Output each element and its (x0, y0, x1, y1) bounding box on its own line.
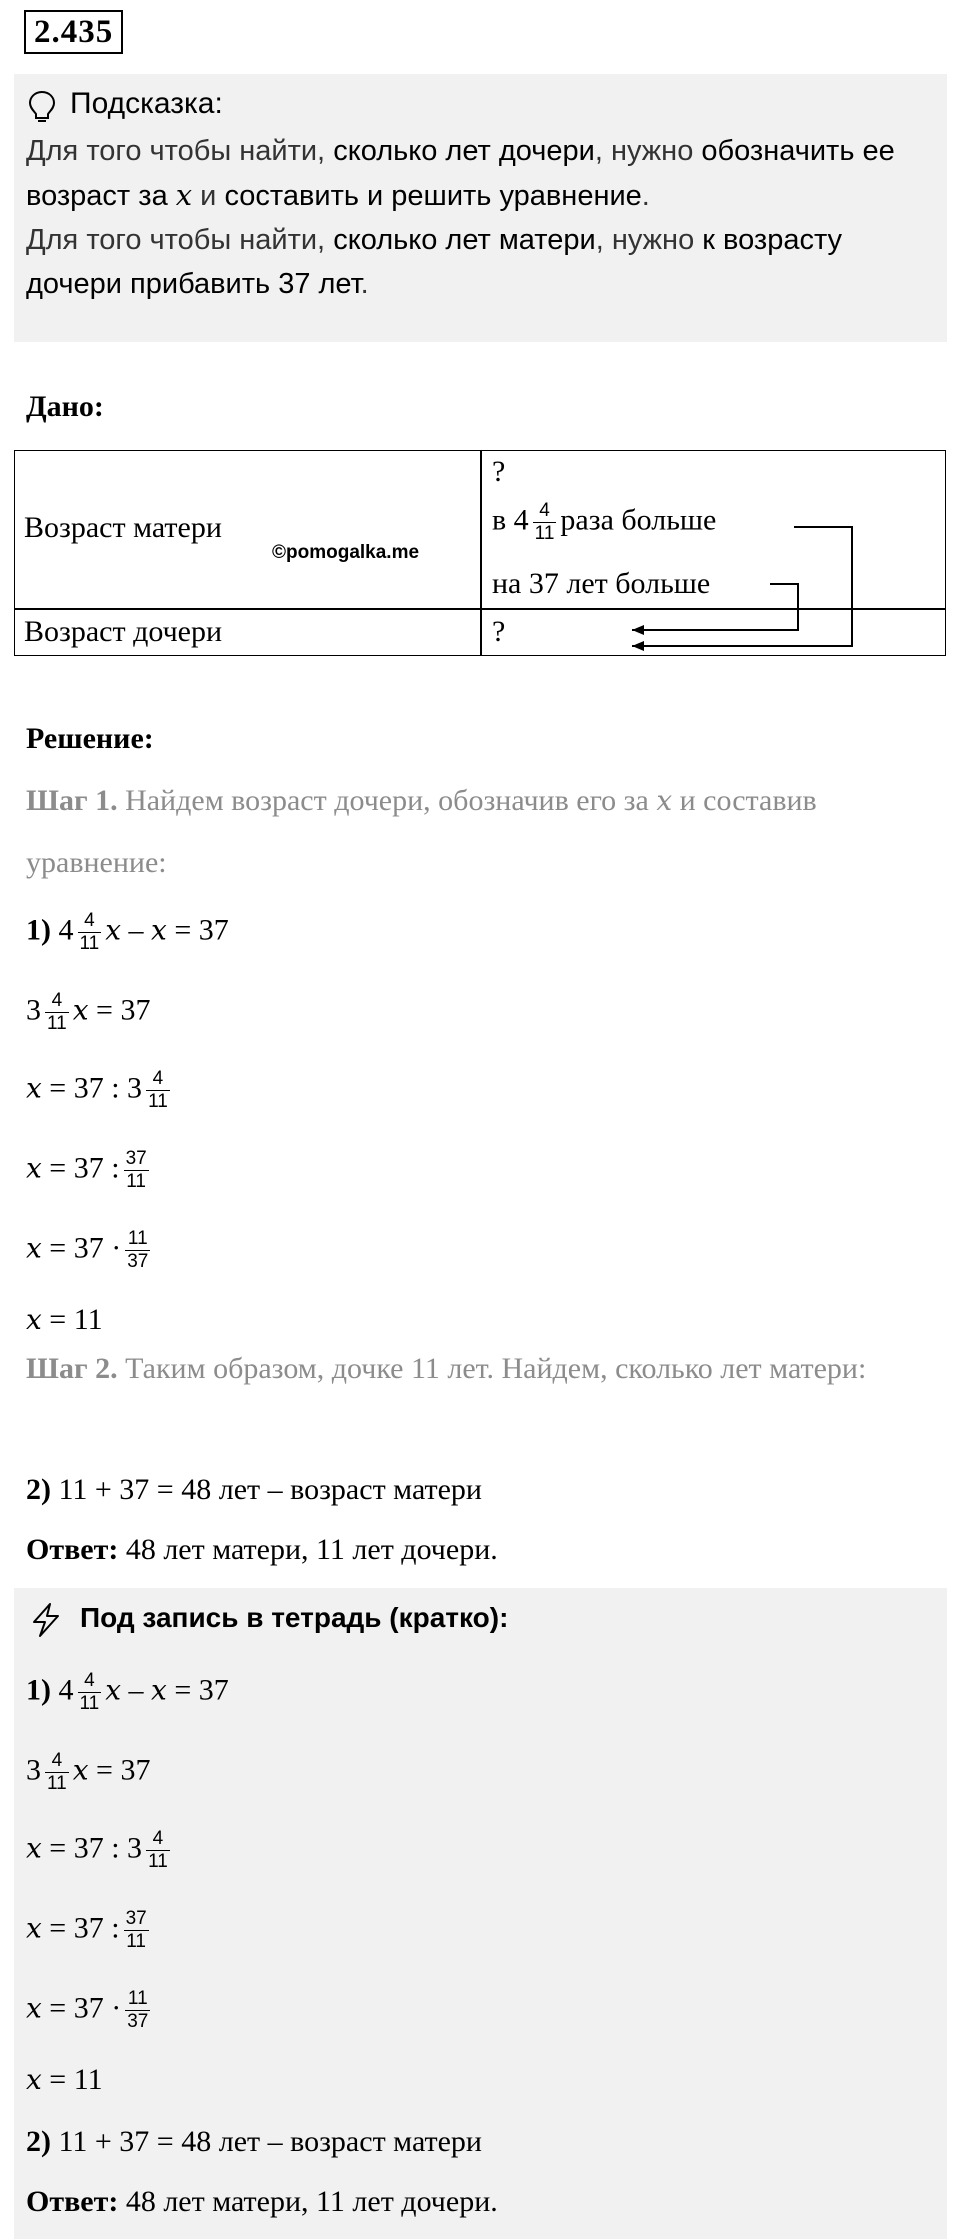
equation-2 (26, 990, 150, 1035)
fraction (45, 990, 69, 1035)
daughter-age-label: Возраст дочери (24, 615, 223, 648)
hint-text-1g: . (641, 180, 650, 212)
hint-text-1f: составить и решить уравнение (224, 180, 642, 212)
given-table (14, 450, 946, 656)
fraction-denominator: 11 (79, 933, 100, 954)
variable-x: x (26, 1991, 42, 2025)
problem-number: 2.435 (24, 10, 123, 54)
minus-sign: – (128, 913, 144, 947)
hint-text-2c: , нужно (595, 224, 703, 256)
fraction (78, 910, 102, 955)
arrow-times-head (632, 641, 644, 651)
hint-text (26, 129, 946, 306)
equation-rhs: = 11 (49, 2063, 103, 2096)
short-equation-2 (26, 1750, 150, 1795)
step1-body: Найдем возраст дочери, обозначив его за (117, 784, 657, 817)
fraction-denominator: 37 (127, 1251, 149, 1272)
equation-7-label: 2) (26, 1473, 51, 1506)
fraction-numerator: 4 (146, 1828, 170, 1851)
fraction (146, 1068, 170, 1113)
hint-text-1c: , нужно (594, 135, 702, 167)
hint-text-1e: и (192, 180, 225, 212)
variable-x: x (26, 1231, 42, 1265)
fraction-denominator: 11 (148, 1851, 168, 1872)
variable-x: x (26, 1303, 42, 1336)
equation-mid: = 37 · (49, 1991, 122, 2025)
fraction (124, 1148, 149, 1193)
relation-arrows (14, 450, 946, 656)
hint-text-2b: сколько лет матери (333, 224, 596, 256)
equation-mid: = 37 : 3 (49, 1071, 143, 1105)
given-label: Дано: (26, 390, 104, 423)
variable-x: x (151, 1673, 167, 1707)
fraction (146, 1828, 170, 1873)
minus-sign: – (128, 1673, 144, 1707)
variable-x: x (151, 913, 167, 947)
answer-label: Ответ: (26, 1533, 119, 1566)
fraction-denominator: 11 (534, 523, 555, 544)
hint-text-1x: x (175, 178, 193, 212)
short-answer (26, 2182, 498, 2222)
hint-text-2d: к возрасту дочери прибавить 37 лет (26, 224, 843, 300)
answer-text: 48 лет матери, 11 лет дочери. (118, 1533, 498, 1566)
short-notes-box (14, 1588, 947, 2239)
variable-x: x (105, 1673, 122, 1707)
equation-rhs: = 37 (96, 993, 151, 1027)
equation-6 (26, 1300, 103, 1340)
fraction-numerator: 11 (125, 1228, 150, 1251)
equation-rhs: = 11 (49, 1303, 103, 1336)
equation-mid: = 37 · (49, 1231, 122, 1265)
equation-4 (26, 1148, 153, 1193)
equation-mid: = 37 : (49, 1151, 120, 1185)
fraction-denominator: 11 (126, 1171, 146, 1192)
fraction-numerator: 4 (78, 910, 102, 933)
equation-7-text: 11 + 37 = 48 лет – возраст матери (51, 2125, 482, 2158)
solution-label: Решение: (26, 722, 154, 755)
fraction-numerator: 4 (45, 990, 69, 1013)
equation-7-text: 11 + 37 = 48 лет – возраст матери (51, 1473, 482, 1506)
variable-x: x (26, 1831, 42, 1865)
answer (26, 1530, 498, 1570)
step1-body-2: и составив уравнение: (26, 784, 817, 879)
fraction-denominator: 11 (47, 1013, 67, 1034)
fraction (45, 1750, 69, 1795)
mother-times-suffix: раза больше (560, 503, 717, 537)
fraction-numerator: 37 (125, 1148, 147, 1169)
equation-1 (26, 910, 229, 955)
fraction-denominator: 37 (127, 2011, 149, 2032)
arrow-times (632, 527, 852, 646)
mother-age-unknown: ? (492, 455, 506, 488)
fraction-numerator: 4 (146, 1068, 170, 1091)
fraction-numerator: 11 (125, 1988, 150, 2011)
variable-x: x (72, 993, 89, 1027)
mixed-whole: 4 (58, 913, 74, 947)
variable-x: x (72, 1753, 89, 1787)
equation-mid: = 37 : (49, 1911, 120, 1945)
answer-label: Ответ: (26, 2185, 119, 2218)
equation-1-label: 1) (26, 913, 51, 947)
hint-text-1a: Для того чтобы найти, (26, 135, 334, 167)
hint-text-1b: сколько лет дочери (333, 135, 595, 167)
fraction-numerator: 4 (533, 500, 557, 523)
mixed-whole: 4 (58, 1673, 74, 1707)
equation-1-label: 1) (26, 1673, 51, 1707)
hint-text-2a: Для того чтобы найти, (26, 224, 334, 256)
fraction (124, 1908, 149, 1953)
fraction-numerator: 37 (125, 1908, 147, 1929)
fraction-denominator: 11 (47, 1773, 67, 1794)
arrow-more-head (632, 625, 644, 635)
short-equation-5 (26, 1988, 154, 2033)
mother-times-prefix: в 4 (492, 503, 529, 537)
equation-7-label: 2) (26, 2125, 51, 2158)
hint-box (14, 74, 947, 342)
equation-7 (26, 1470, 482, 1510)
short-equation-7 (26, 2122, 482, 2162)
step2-title: Шаг 2. (26, 1352, 118, 1385)
short-equation-4 (26, 1908, 153, 1953)
variable-x: x (26, 2063, 42, 2096)
daughter-age-unknown: ? (492, 615, 506, 648)
fraction-denominator: 11 (79, 1693, 100, 1714)
mother-age-label: Возраст матери (24, 511, 222, 544)
step2-body: Таким образом, дочке 11 лет. Найдем, сколько лет матери: (117, 1352, 867, 1385)
equation-mid: = 37 : 3 (49, 1831, 143, 1865)
fraction (125, 1228, 150, 1273)
equation-rhs: = 37 (174, 1673, 229, 1707)
step1-title: Шаг 1. (26, 784, 118, 817)
equation-3 (26, 1068, 174, 1113)
variable-x: x (26, 1911, 42, 1945)
mixed-whole: 3 (26, 1753, 41, 1787)
short-equation-1 (26, 1670, 229, 1715)
hint-header (26, 84, 223, 124)
watermark: ©pomogalka.me (272, 542, 420, 563)
mother-more-relation: на 37 лет больше (492, 567, 711, 600)
step1-text (26, 770, 926, 894)
variable-x: x (105, 913, 122, 947)
short-equation-6 (26, 2060, 103, 2100)
equation-rhs: = 37 (174, 913, 229, 947)
hint-text-1d: обозначить ее возраст за (26, 135, 895, 212)
lightning-icon (28, 1602, 64, 1638)
fraction-numerator: 4 (45, 1750, 69, 1773)
short-notes-title: Под запись в тетрадь (кратко): (80, 1602, 509, 1633)
fraction (125, 1988, 150, 2033)
lightbulb-icon (26, 90, 58, 124)
step1-variable: x (656, 784, 673, 817)
short-equation-3 (26, 1828, 174, 1873)
fraction (78, 1670, 102, 1715)
fraction-denominator: 11 (148, 1091, 168, 1112)
step2-text (26, 1338, 926, 1400)
equation-5 (26, 1228, 154, 1273)
equation-rhs: = 37 (96, 1753, 151, 1787)
fraction-denominator: 11 (126, 1931, 146, 1952)
variable-x: x (26, 1151, 42, 1185)
hint-title: Подсказка: (70, 87, 223, 120)
hint-text-2e: . (360, 268, 369, 300)
short-notes-header (28, 1598, 508, 1638)
fraction-numerator: 4 (78, 1670, 102, 1693)
arrow-more (632, 584, 798, 630)
answer-text: 48 лет матери, 11 лет дочери. (118, 2185, 498, 2218)
mixed-whole: 3 (26, 993, 41, 1027)
variable-x: x (26, 1071, 42, 1105)
